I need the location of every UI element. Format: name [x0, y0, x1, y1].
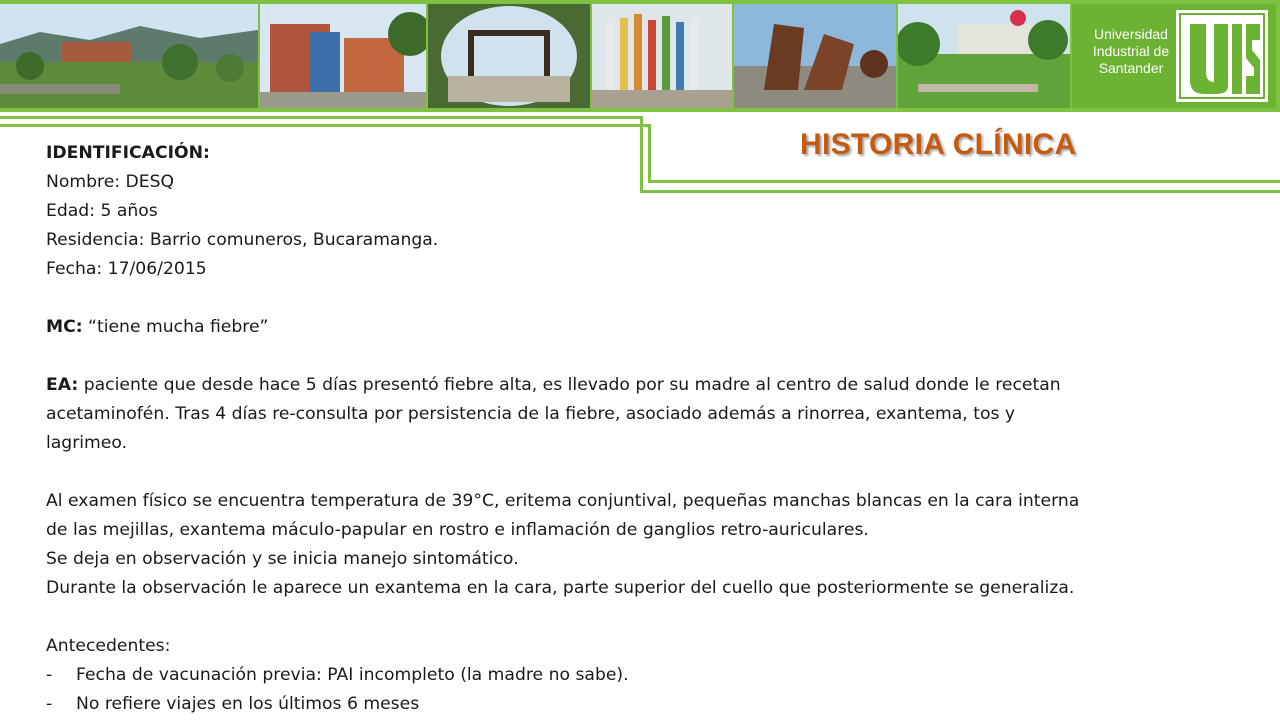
uis-monogram-icon: [1176, 10, 1268, 102]
identification-heading: IDENTIFICACIÓN:: [46, 143, 210, 163]
clinical-history-body: [46, 139, 1246, 719]
patient-name: Nombre: DESQ: [46, 172, 175, 192]
logo-line-2: Industrial de: [1092, 43, 1170, 59]
patient-age: Edad: 5 años: [46, 201, 158, 221]
uis-logo-mark: [1176, 10, 1268, 102]
exam-line-1: Al examen físico se encuentra temperatura de 39°C, eritema conjuntival, pequeñas manchas blancas en la cara interna: [46, 491, 1080, 511]
antecedente-1: Fecha de vacunación previa: PAI incompleto (la madre no sabe).: [76, 665, 629, 685]
bullet-dash: -: [46, 694, 53, 714]
chief-complaint: [46, 313, 1246, 342]
spacer: [46, 342, 1246, 371]
ea-line-3: lagrimeo.: [46, 433, 128, 453]
bullet-dash: -: [46, 665, 53, 685]
campus-photo-4: [592, 4, 732, 108]
antecedente-2: No refiere viajes en los últimos 6 meses: [76, 694, 420, 714]
campus-photo-2: [260, 4, 426, 108]
divider-line-2: [0, 124, 648, 127]
campus-photo-5: [734, 4, 896, 108]
list-item: [46, 661, 1246, 690]
logo-text: [1082, 26, 1180, 77]
logo-line-1: Universidad: [1094, 26, 1168, 42]
ea-label: EA:: [46, 375, 79, 395]
spacer: [46, 603, 1246, 632]
divider-line-1: [0, 116, 640, 119]
patient-residence: Residencia: Barrio comuneros, Bucaramanga.: [46, 230, 439, 250]
exam-line-3: Se deja en observación y se inicia manejo sintomático.: [46, 549, 519, 569]
logo-line-3: Santander: [1098, 60, 1164, 76]
campus-photo-3: [428, 4, 590, 108]
campus-photo-6: [898, 4, 1070, 108]
ea-line-2: acetaminofén. Tras 4 días re-consulta por persistencia de la fiebre, asociado además a rinorrea, exantema, tos y: [46, 404, 1016, 424]
ea-line-1: [46, 371, 1246, 400]
spacer: [46, 458, 1246, 487]
header-banner: [0, 0, 1280, 112]
list-item: [46, 690, 1246, 719]
ea-text-1: paciente que desde hace 5 días presentó fiebre alta, es llevado por su madre al centro de salud donde le recetan: [78, 375, 1061, 395]
mc-text: “tiene mucha fiebre”: [82, 317, 269, 337]
page-title: HISTORIA CLÍNICA: [800, 128, 1077, 161]
exam-line-4: Durante la observación le aparece un exantema en la cara, parte superior del cuello que posteriormente se generaliza.: [46, 578, 1075, 598]
exam-line-2: de las mejillas, exantema máculo-papular en rostro e inflamación de ganglios retro-auriculares.: [46, 520, 869, 540]
mc-label: MC:: [46, 317, 83, 337]
uis-logo: [1072, 4, 1276, 108]
campus-photo-1: [0, 4, 258, 108]
record-date: Fecha: 17/06/2015: [46, 259, 207, 279]
antecedentes-heading: Antecedentes:: [46, 636, 171, 656]
spacer: [46, 284, 1246, 313]
